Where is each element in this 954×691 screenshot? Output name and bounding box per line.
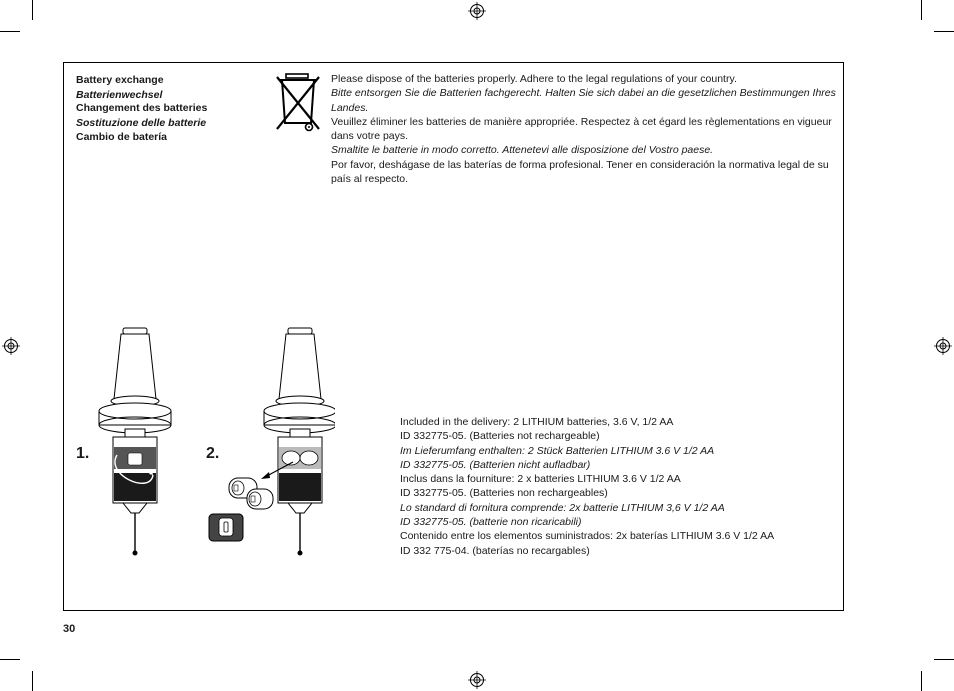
- disposal-notice: [331, 72, 841, 186]
- delivery-es-2: ID 332 775-04. (baterías no recargables): [400, 544, 590, 557]
- delivery-it-2: ID 332775-05. (batterie non ricaricabili): [400, 516, 582, 529]
- title-fr: Changement des batteries: [76, 102, 208, 114]
- title-it: Sostituzione delle batterie: [76, 116, 207, 129]
- registration-mark-icon: [2, 337, 20, 355]
- section-titles: [76, 73, 207, 145]
- crop-mark: [921, 0, 922, 20]
- crop-mark: [921, 671, 922, 691]
- battery-cover: [209, 514, 243, 541]
- touch-probe-illustration-step-2: [205, 325, 335, 557]
- title-en: Battery exchange: [76, 74, 164, 86]
- crop-mark: [934, 659, 954, 660]
- delivery-fr-1: Inclus dans la fourniture: 2 x batteries LITHIUM 3.6 V 1/2 AA: [400, 473, 681, 486]
- title-es: Cambio de batería: [76, 131, 168, 143]
- delivery-de-1: Im Lieferumfang enthalten: 2 Stück Batterien LITHIUM 3.6 V 1/2 AA: [400, 444, 715, 457]
- page-number: 30: [63, 623, 76, 635]
- step-1-label: 1.: [76, 445, 90, 462]
- delivery-en-1: Included in the delivery: 2 LITHIUM batteries, 3.6 V, 1/2 AA: [400, 416, 674, 428]
- crop-mark: [32, 0, 33, 20]
- crop-mark: [0, 659, 20, 660]
- disposal-text-fr: Veuillez éliminer les batteries de manière appropriée. Respectez à cet égard les règlementations en vigueur dans votre pays.: [331, 115, 832, 143]
- delivery-fr-2: ID 332775-05. (Batteries non rechargeables): [400, 487, 608, 500]
- title-de: Batterienwechsel: [76, 88, 163, 101]
- crossed-out-wheelie-bin-icon: [274, 71, 322, 133]
- delivery-en-2: ID 332775-05. (Batteries not rechargeable): [400, 430, 600, 443]
- delivery-de-2: ID 332775-05. (Batterien nicht aufladbar): [400, 458, 591, 471]
- step-2-label: 2.: [206, 445, 220, 462]
- crop-mark: [0, 31, 20, 32]
- battery-icon: [247, 489, 273, 509]
- registration-mark-icon: [468, 671, 486, 689]
- touch-probe-illustration-step-1: [95, 325, 175, 557]
- crop-mark: [934, 31, 954, 32]
- disposal-text-en: Please dispose of the batteries properly. Adhere to the legal regulations of your country.: [331, 73, 737, 85]
- crop-mark: [32, 671, 33, 691]
- delivery-it-1: Lo standard di fornitura comprende: 2x batterie LITHIUM 3,6 V 1/2 AA: [400, 501, 725, 514]
- registration-mark-icon: [468, 2, 486, 20]
- delivery-contents: [400, 415, 840, 558]
- delivery-es-1: Contenido entre los elementos suministrados: 2x baterías LITHIUM 3.6 V 1/2 AA: [400, 530, 775, 543]
- registration-mark-icon: [934, 337, 952, 355]
- disposal-text-es: Por favor, deshágase de las baterías de forma profesional. Tener en consideración la normativa legal de su país al respecto.: [331, 158, 829, 186]
- disposal-text-de: Bitte entsorgen Sie die Batterien fachgerecht. Halten Sie sich dabei an die gesetzlichen Bestimmungen Ihres Landes.: [331, 87, 836, 114]
- disposal-text-it: Smaltite le batterie in modo corretto. Attenetevi alle disposizione del Vostro paese.: [331, 144, 714, 157]
